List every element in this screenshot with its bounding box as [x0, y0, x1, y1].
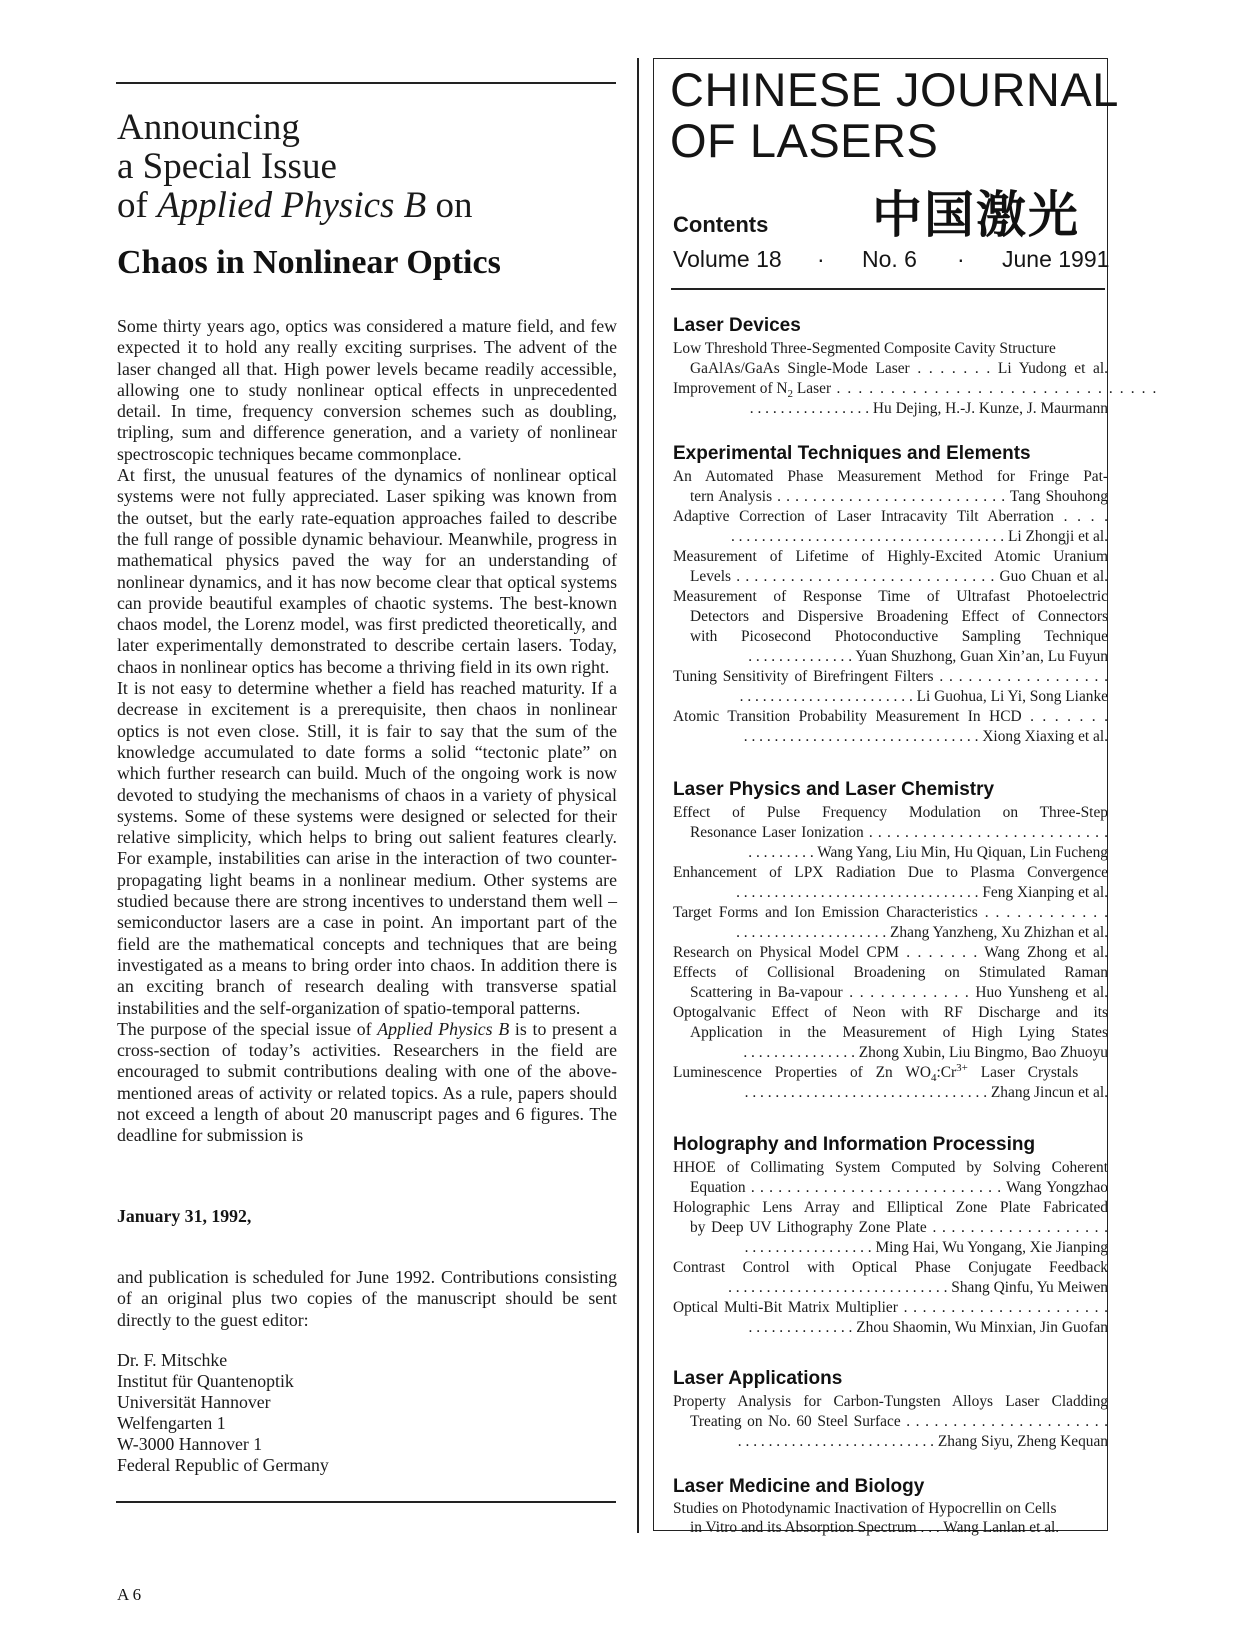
toc-line: Target Forms and Ion Emission Characteristics . . . . . . . . . . . . — [673, 904, 1108, 921]
toc-line: in Vitro and its Absorption Spectrum . . . Wang Lanlan et al. — [690, 1519, 1060, 1536]
section-holography: Holography and Information Processing — [673, 1134, 1036, 1155]
toc-line: Measurement of Lifetime of Highly-Excited Atomic Uranium — [673, 548, 1108, 565]
toc-line: Levels . . . . . . . . . . . . . . . . . . . . . . . . . . . . . Guo Chuan et al. — [690, 568, 1108, 585]
toc-line: GaAlAs/GaAs Single-Mode Laser . . . . . . . Li Yudong et al. — [690, 360, 1108, 377]
toc-line — [673, 1063, 1108, 1083]
toc-text: Luminescence Properties of Zn WO — [673, 1064, 931, 1081]
journal-title-line-2: OF LASERS — [670, 114, 939, 167]
toc-line: . . . . . . . . . . . . . . . . . . . . . . . . . . . . . . . . Zhang Jincun et al. — [744, 1084, 1108, 1101]
toc-line: tern Analysis . . . . . . . . . . . . . . . . . . . . . . . . . . Tang Shouhong — [690, 488, 1108, 505]
toc-text: Laser — [793, 380, 832, 397]
toc-line: HHOE of Collimating System Computed by Solving Coherent — [673, 1159, 1108, 1176]
page-number: A 6 — [117, 1585, 142, 1604]
toc-line: Effects of Collisional Broadening on Stimulated Raman — [673, 964, 1108, 981]
toc-line: . . . . . . . . . . . . . . . . . . . . Zhang Yanzheng, Xu Zhizhan et al. — [736, 924, 1108, 941]
editor-address — [117, 1350, 329, 1476]
toc-line: Property Analysis for Carbon-Tungsten Alloys Laser Cladding — [673, 1393, 1108, 1410]
announcement-heading — [117, 108, 617, 225]
subscript: 2 — [787, 388, 794, 401]
top-rule — [116, 82, 616, 84]
separator: · — [957, 246, 965, 272]
toc-line: . . . . . . . . . . . . . . . Zhong Xubin, Liu Bingmo, Bao Zhuoyu — [743, 1044, 1108, 1061]
section-laser-physics: Laser Physics and Laser Chemistry — [673, 779, 995, 800]
toc-text: Laser Crystals — [967, 1064, 1079, 1081]
address-line: Federal Republic of Germany — [117, 1455, 329, 1475]
article-headline: Chaos in Nonlinear Optics — [117, 244, 501, 281]
toc-line: An Automated Phase Measurement Method for Fringe Pat- — [673, 468, 1108, 485]
paragraph-1: Some thirty years ago, optics was considered a mature field, and few expected it to hold any really exciting surprises. The advent of the laser changed all that. High power levels became readily accessible, allowing one to study nonlinear optical effects in unprecedented detail. In time, frequency conversion schemes such as doubling, tripling, sum and difference generation, and a variety of nonlinear spectroscopic techniques became commonplace. — [117, 316, 617, 464]
journal-name: Applied Physics B — [157, 185, 427, 226]
paragraph-3: It is not easy to determine whether a field has reached maturity. If a decrease in excitement is a prerequisite, then chaos in nonlinear optics is not even close. Still, it is fair to say that the sum of the knowledge accumulated to date forms a solid “tectonic plate” on which further research can build. Much of the ongoing work is now devoted to studying the mechanisms of chaos in a variety of physical systems. Some of these systems were designed or selected for their relative simplicity, which helps to bring out salient features clearly. For example, instabilities can arise in the interaction of two counter-propagating light beams in a nonlinear medium. Other systems are studied because there are strong incentives to understand them well – semiconductor lasers are a case in point. An important part of the field are the mathematical concepts and techniques that are being investigated as a means to bring order into chaos. In addition there is an exciting branch of research dealing with transverse spatial instabilities and the self-organization of spatio-temporal patterns. — [117, 678, 617, 1018]
toc-line: Tuning Sensitivity of Birefringent Filters . . . . . . . . . . . . . . . . . . — [673, 668, 1108, 685]
toc-line: Equation . . . . . . . . . . . . . . . . . . . . . . . . . . . . Wang Yongzhao — [690, 1179, 1108, 1196]
superscript: 3+ — [956, 1061, 968, 1074]
paragraph-4-prefix: The purpose of the special issue of — [117, 1018, 378, 1039]
toc-line: . . . . . . . . . . . . . . . . . Ming Hai, Wu Yongang, Xie Jianping — [744, 1239, 1108, 1256]
section-experimental-techniques: Experimental Techniques and Elements — [673, 443, 1031, 464]
issue-rule — [671, 288, 1105, 290]
subscript: 4 — [930, 1072, 937, 1085]
toc-line: by Deep UV Lithography Zone Plate . . . . . . . . . . . . . . . . . . . — [690, 1219, 1108, 1236]
toc-line: Measurement of Response Time of Ultrafast Photoelectric — [673, 588, 1108, 605]
toc-line: Detectors and Dispersive Broadening Effect of Connectors — [690, 608, 1108, 625]
toc-line: . . . . . . . . . . . . . . . . . . . . . . . . . . . . . . . Xiong Xiaxing et al. — [743, 728, 1108, 745]
paragraph-2: At first, the unusual features of the dynamics of nonlinear optical systems were not fully appreciated. Laser spiking was known from the outset, but the early rate-equation approaches failed to describe the full range of possible dynamic behaviour. Meanwhile, progress in mathematical physics paved the way for an understanding of nonlinear dynamics, and it has now become clear that optical systems can provide beautiful examples of chaotic systems. The best-known chaos model, the Lorenz model, was first predicted theoretically, and later experimentally demonstrated to describe certain lasers. Today, chaos in nonlinear optics has become a thriving field in its own right. — [117, 465, 617, 677]
toc-line: Research on Physical Model CPM . . . . . . . Wang Zhong et al. — [673, 944, 1108, 961]
toc-line: Effect of Pulse Frequency Modulation on Three-Step — [673, 804, 1108, 821]
address-line: Dr. F. Mitschke — [117, 1350, 228, 1370]
toc-line: Enhancement of LPX Radiation Due to Plasma Convergence — [673, 864, 1108, 881]
journal-title — [670, 64, 1119, 166]
toc-line: Atomic Transition Probability Measurement In HCD . . . . . . . — [673, 708, 1108, 725]
toc-text: Improvement of N — [673, 380, 788, 397]
dot-leader: . . . . . . . . . . . . . . . . . . . . . . . . . . . . . . — [831, 380, 1158, 397]
toc-line: . . . . . . . . . . . . . . . . . . . . . . . . . . . . . Shang Qinfu, Yu Meiwen — [728, 1279, 1108, 1296]
toc-line: Treating on No. 60 Steel Surface . . . . . . . . . . . . . . . . . . . . . . — [690, 1413, 1108, 1430]
toc-line: with Picosecond Photoconductive Sampling Technique — [690, 628, 1108, 645]
toc-line: Optical Multi-Bit Matrix Multiplier . . . . . . . . . . . . . . . . . . . . . . — [673, 1299, 1108, 1316]
announce-prefix: of — [117, 185, 158, 226]
toc-line: Adaptive Correction of Laser Intracavity Tilt Aberration . . . . — [673, 508, 1108, 525]
paragraph-4-journal: Applied Physics B — [377, 1018, 510, 1039]
contents-label: Contents — [673, 212, 769, 237]
volume: Volume 18 — [673, 246, 782, 272]
toc-line: . . . . . . . . . . . . . . Zhou Shaomin, Wu Minxian, Jin Guofan — [748, 1319, 1108, 1336]
announce-suffix: on — [426, 185, 473, 226]
address-line: W-3000 Hannover 1 — [117, 1434, 263, 1454]
announce-line-1: Announcing — [117, 107, 300, 148]
toc-line: Contrast Control with Optical Phase Conjugate Feedback — [673, 1259, 1108, 1276]
toc-line: Low Threshold Three-Segmented Composite Cavity Structure — [673, 340, 1056, 357]
paragraph-5: and publication is scheduled for June 1992. Contributions consisting of an original plus two copies of the manuscript should be sent directly to the guest editor: — [117, 1267, 617, 1330]
toc-line: Application in the Measurement of High Lying States — [690, 1024, 1108, 1041]
toc-line: Resonance Laser Ionization . . . . . . . . . . . . . . . . . . . . . . . . . . . — [690, 824, 1108, 841]
section-laser-medicine: Laser Medicine and Biology — [673, 1476, 925, 1497]
issue-number: No. 6 — [862, 246, 917, 272]
section-laser-devices: Laser Devices — [673, 315, 801, 336]
toc-line: . . . . . . . . . . . . . . . . . . . . . . . . . . . . . . . . Feng Xianping et al. — [736, 884, 1108, 901]
bottom-rule — [116, 1501, 616, 1503]
column-divider — [637, 58, 639, 1533]
toc-line — [673, 379, 1158, 401]
section-laser-applications: Laser Applications — [673, 1368, 843, 1389]
separator: · — [817, 246, 825, 272]
toc-line: . . . . . . . . . Wang Yang, Liu Min, Hu Qiquan, Lin Fucheng — [748, 844, 1108, 861]
toc-line: . . . . . . . . . . . . . . . . . . . . . . . . . . Zhang Siyu, Zheng Kequan — [737, 1433, 1108, 1450]
toc-line: . . . . . . . . . . . . . . . . . . . . . . . Li Guohua, Li Yi, Song Lianke — [739, 688, 1108, 705]
paragraph-4 — [117, 1019, 617, 1147]
toc-line: Holographic Lens Array and Elliptical Zone Plate Fabricated — [673, 1199, 1108, 1216]
toc-line: . . . . . . . . . . . . . . Yuan Shuzhong, Guan Xin’an, Lu Fuyun — [748, 648, 1108, 665]
submission-deadline: January 31, 1992, — [117, 1206, 252, 1226]
address-line: Institut für Quantenoptik — [117, 1371, 294, 1391]
toc-text: :Cr — [936, 1064, 957, 1081]
address-line: Welfengarten 1 — [117, 1413, 226, 1433]
article-body — [117, 316, 617, 1147]
toc-line: Studies on Photodynamic Inactivation of Hypocrellin on Cells — [673, 1500, 1057, 1517]
announce-line-2: a Special Issue — [117, 146, 337, 187]
issue-date: June 1991 — [1002, 246, 1110, 272]
journal-title-line-1: CHINESE JOURNAL — [670, 63, 1119, 116]
toc-line: Optogalvanic Effect of Neon with RF Discharge and its — [673, 1004, 1108, 1021]
toc-line: Scattering in Ba-vapour . . . . . . . . . . . . Huo Yunsheng et al. — [690, 984, 1108, 1001]
toc-line: . . . . . . . . . . . . . . . . Hu Dejing, H.-J. Kunze, J. Maurmann — [749, 400, 1108, 417]
address-line: Universität Hannover — [117, 1392, 271, 1412]
paragraph-4-suffix: is to present a cross-section of today’s activities. Researchers in the field are encouraged to submit contributions dealing with one of the above-mentioned areas of activity or related topics. As a rule, papers should not exceed a length of about 20 manuscript pages and 6 figures. The deadline for submission is — [117, 1018, 618, 1146]
chinese-journal-title: 中国激光 — [872, 185, 1080, 244]
toc-line: . . . . . . . . . . . . . . . . . . . . . . . . . . . . . . . . . . . . Li Zhongji et al. — [730, 528, 1108, 545]
announce-line-3 — [117, 186, 617, 225]
